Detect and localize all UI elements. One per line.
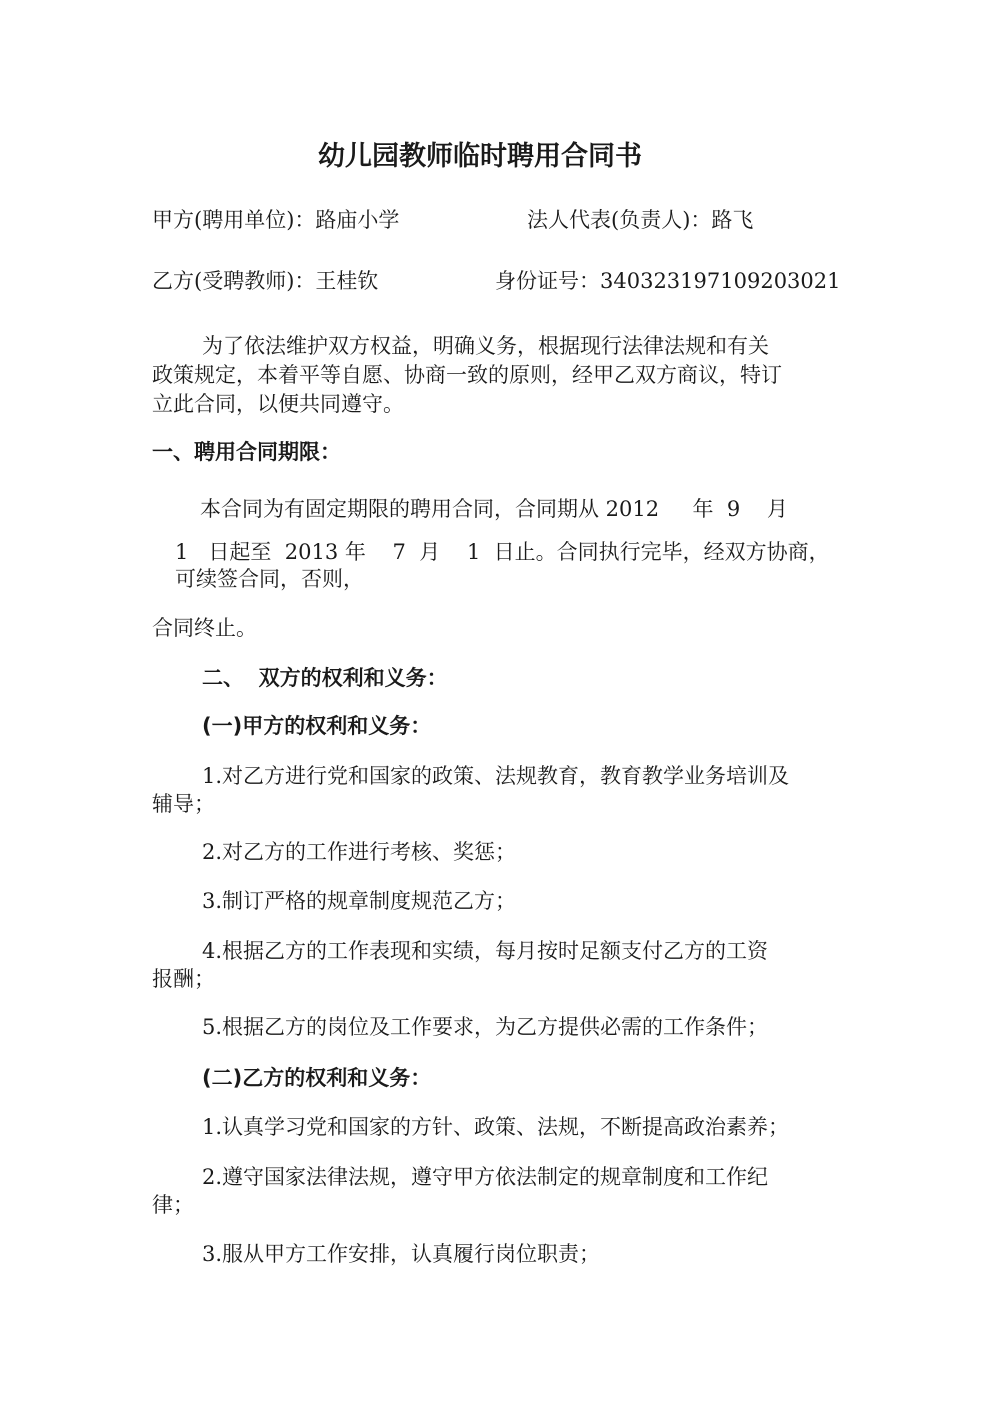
section-1-line: 1 日起至 2013 年 7 月 1 日止。合同执行完毕，经双方协商，: [175, 540, 830, 564]
party-a-duty-item: 2.对乙方的工作进行考核、奖惩；: [202, 840, 517, 864]
section-1-line: 合同终止。: [152, 616, 257, 640]
party-a-duty-item: 5.根据乙方的岗位及工作要求，为乙方提供必需的工作条件；: [202, 1015, 769, 1039]
preamble-line: 为了依法维护双方权益，明确义务，根据现行法律法规和有关: [202, 334, 769, 358]
section-1-line: 本合同为有固定期限的聘用合同，合同期从 2012 年 9 月: [200, 497, 788, 521]
party-b-label: 乙方(受聘教师)：王桂钦: [152, 269, 379, 293]
section-1-heading: 一、聘用合同期限：: [152, 440, 341, 464]
party-a-duty-item: 3.制订严格的规章制度规范乙方；: [202, 889, 517, 913]
party-b-duty-item-cont: 律；: [152, 1193, 194, 1217]
party-b-duty-item: 2.遵守国家法律法规，遵守甲方依法制定的规章制度和工作纪: [202, 1165, 769, 1189]
party-a-duty-item: 1.对乙方进行党和国家的政策、法规教育，教育教学业务培训及: [202, 764, 790, 788]
party-a-representative: 法人代表(负责人)：路飞: [527, 208, 754, 232]
section-2-heading: 二、 双方的权利和义务：: [202, 666, 448, 690]
document-title: 幼儿园教师临时聘用合同书: [318, 141, 642, 172]
subsection-a-heading: (一)甲方的权利和义务：: [202, 714, 432, 738]
party-b-duty-item: 3.服从甲方工作安排，认真履行岗位职责；: [202, 1242, 601, 1266]
party-a-label: 甲方(聘用单位)：路庙小学: [152, 208, 400, 232]
party-a-duty-item-cont: 报酬；: [152, 967, 215, 991]
party-b-id-number: 身份证号：340323197109203021: [495, 269, 841, 293]
subsection-b-heading: (二)乙方的权利和义务：: [202, 1066, 432, 1090]
party-b-duty-item: 1.认真学习党和国家的方针、政策、法规，不断提高政治素养；: [202, 1115, 790, 1139]
section-1-line: 可续签合同，否则，: [175, 567, 364, 591]
preamble-line: 政策规定，本着平等自愿、协商一致的原则，经甲乙双方商议，特订: [152, 363, 782, 387]
preamble-line: 立此合同，以便共同遵守。: [152, 392, 404, 416]
party-a-duty-item: 4.根据乙方的工作表现和实绩，每月按时足额支付乙方的工资: [202, 939, 769, 963]
party-a-duty-item-cont: 辅导；: [152, 792, 215, 816]
